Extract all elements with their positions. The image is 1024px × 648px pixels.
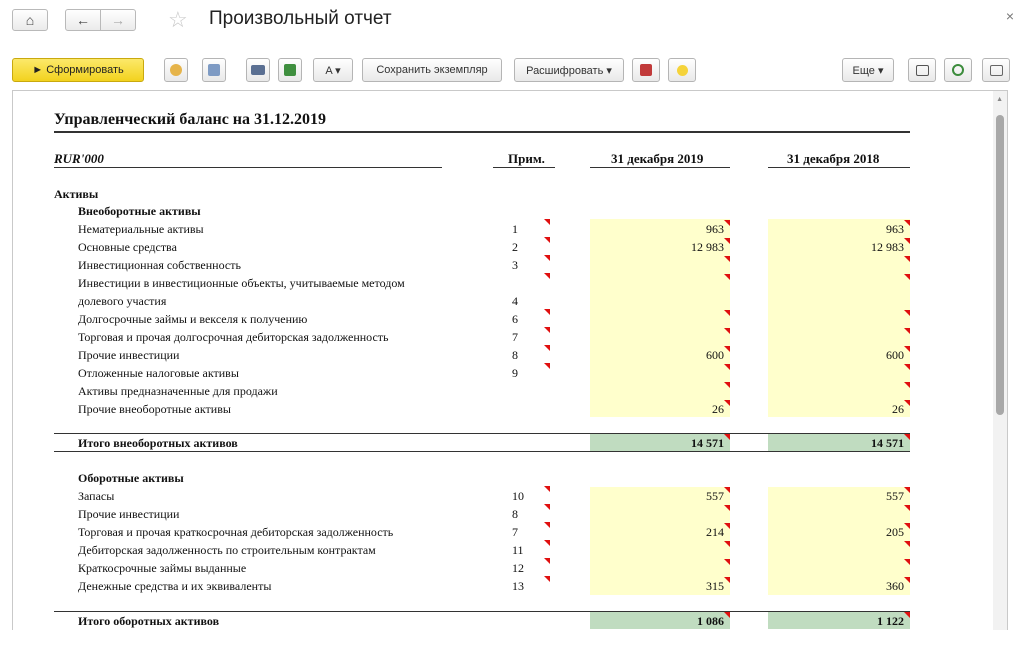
- year-2018-underline: [768, 167, 910, 168]
- note-flag-icon: [544, 558, 550, 564]
- favorite-star-icon[interactable]: ☆: [168, 7, 188, 32]
- details-button[interactable]: [982, 58, 1010, 82]
- current-row-2018[interactable]: 205: [886, 525, 904, 539]
- note-column-header: Прим.: [508, 151, 545, 166]
- cell-flag-icon: [724, 328, 730, 334]
- current-total-2019[interactable]: 1 086: [697, 614, 724, 628]
- note-flag-icon: [544, 237, 550, 243]
- currency-underline: [54, 167, 442, 168]
- title-divider: [54, 131, 910, 133]
- gear-settings-icon: [170, 64, 182, 76]
- cell-flag-icon: [904, 523, 910, 529]
- hint-button[interactable]: [668, 58, 696, 82]
- noncurrent-row-note: 1: [512, 222, 518, 236]
- note-flag-icon: [544, 363, 550, 369]
- current-row-note: 13: [512, 579, 524, 593]
- current-row-note: 8: [512, 507, 518, 521]
- noncurrent-row-2019[interactable]: 963: [706, 222, 724, 236]
- noncurrent-row-label: Долгосрочные займы и векселя к получению: [78, 312, 308, 326]
- variant-settings-button[interactable]: [202, 58, 226, 82]
- cell-flag-icon: [904, 310, 910, 316]
- scrollbar-thumb[interactable]: [996, 115, 1004, 415]
- current-row-label: Прочие инвестиции: [78, 507, 180, 521]
- window-layout-icon: [916, 65, 929, 76]
- noncurrent-row-label: долевого участия: [78, 294, 167, 308]
- cell-flag-icon: [904, 400, 910, 406]
- cell-flag-icon: [904, 238, 910, 244]
- cell-flag-icon: [724, 487, 730, 493]
- noncurrent-row-label: Прочие инвестиции: [78, 348, 180, 362]
- note-flag-icon: [544, 309, 550, 315]
- note-flag-icon: [544, 486, 550, 492]
- noncurrent-row-2018[interactable]: 26: [892, 402, 904, 416]
- noncurrent-row-label: Инвестиции в инвестиционные объекты, учитываемые методом: [78, 276, 405, 290]
- back-arrow-icon: ←: [76, 12, 90, 28]
- cell-flag-icon: [904, 364, 910, 370]
- forward-arrow-icon: →: [111, 12, 125, 28]
- cell-flag-icon: [904, 256, 910, 262]
- scroll-up-icon[interactable]: ▲: [996, 95, 1003, 103]
- current-row-2018[interactable]: 360: [886, 579, 904, 593]
- current-total-2019-flag-icon: [724, 612, 730, 618]
- decode-dropdown[interactable]: Расшифровать ▾: [514, 58, 624, 82]
- cell-flag-icon: [724, 505, 730, 511]
- current-row-2018[interactable]: 557: [886, 489, 904, 503]
- refresh-icon: [952, 64, 964, 76]
- noncurrent-row-label: Активы предназначенные для продажи: [78, 384, 278, 398]
- cell-flag-icon: [724, 238, 730, 244]
- noncurrent-row-label: Прочие внеоборотные активы: [78, 402, 231, 416]
- note-flag-icon: [544, 504, 550, 510]
- report-toolbar: [0, 58, 1024, 84]
- noncurrent-row-label: Основные средства: [78, 240, 177, 254]
- refresh-button[interactable]: [944, 58, 972, 82]
- spreadsheet-button[interactable]: [632, 58, 660, 82]
- cell-flag-icon: [724, 364, 730, 370]
- more-dropdown[interactable]: Еще ▾: [842, 58, 894, 82]
- current-row-label: Торговая и прочая краткосрочная дебиторская задолженность: [78, 525, 394, 539]
- current-row-label: Запасы: [78, 489, 115, 503]
- vertical-scrollbar[interactable]: [993, 91, 1007, 630]
- noncurrent-row-note: 4: [512, 294, 518, 308]
- total-2019-flag-icon: [724, 434, 730, 440]
- noncurrent-row-note: 6: [512, 312, 518, 326]
- section-assets: Активы: [54, 187, 99, 201]
- home-icon: ⌂: [25, 12, 35, 28]
- cell-flag-icon: [904, 328, 910, 334]
- note-flag-icon: [544, 327, 550, 333]
- current-row-note: 10: [512, 489, 524, 503]
- home-button[interactable]: [12, 9, 48, 31]
- current-row-2019[interactable]: 315: [706, 579, 724, 593]
- note-underline: [493, 167, 555, 168]
- year-2019-underline: [590, 167, 730, 168]
- cell-flag-icon: [724, 274, 730, 280]
- noncurrent-row-note: 8: [512, 348, 518, 362]
- note-flag-icon: [544, 219, 550, 225]
- noncurrent-row-note: 7: [512, 330, 518, 344]
- print-button[interactable]: [246, 58, 270, 82]
- noncurrent-row-label: Нематериальные активы: [78, 222, 204, 236]
- current-row-2019[interactable]: 214: [706, 525, 724, 539]
- save-file-button[interactable]: [278, 58, 302, 82]
- noncurrent-total-label: Итого внеоборотных активов: [78, 436, 238, 450]
- current-total-2018[interactable]: 1 122: [877, 614, 904, 628]
- noncurrent-row-2018[interactable]: 600: [886, 348, 904, 362]
- list-details-icon: [990, 65, 1003, 76]
- cell-flag-icon: [724, 220, 730, 226]
- gear-variant-icon: [208, 64, 220, 76]
- close-icon[interactable]: ×: [1005, 8, 1014, 24]
- lightbulb-icon: [677, 65, 688, 76]
- note-flag-icon: [544, 540, 550, 546]
- cell-flag-icon: [724, 541, 730, 547]
- cell-flag-icon: [724, 523, 730, 529]
- noncurrent-row-2018[interactable]: 12 983: [871, 240, 904, 254]
- settings-button[interactable]: [164, 58, 188, 82]
- noncurrent-row-label: Торговая и прочая долгосрочная дебиторская задолженность: [78, 330, 389, 344]
- report-title: Управленческий баланс на 31.12.2019: [54, 111, 327, 128]
- noncurrent-row-2019[interactable]: 26: [712, 402, 724, 416]
- cell-flag-icon: [904, 541, 910, 547]
- current-row-note: 7: [512, 525, 518, 539]
- noncurrent-row-note: 2: [512, 240, 518, 254]
- cell-flag-icon: [904, 220, 910, 226]
- save-disk-icon: [284, 64, 296, 76]
- note-flag-icon: [544, 576, 550, 582]
- note-flag-icon: [544, 255, 550, 261]
- noncurrent-total-2019[interactable]: 14 571: [691, 436, 724, 450]
- total-2018-flag-icon: [904, 434, 910, 440]
- back-button[interactable]: [65, 9, 101, 31]
- current-row-2019[interactable]: 557: [706, 489, 724, 503]
- cell-flag-icon: [724, 310, 730, 316]
- generate-button[interactable]: ► Сформировать: [12, 58, 144, 82]
- current-row-label: Краткосрочные займы выданные: [78, 561, 247, 575]
- layout-button[interactable]: [908, 58, 936, 82]
- currency-header: RUR'000: [54, 151, 104, 166]
- cell-flag-icon: [724, 559, 730, 565]
- cell-flag-icon: [904, 346, 910, 352]
- note-flag-icon: [544, 345, 550, 351]
- cell-flag-icon: [724, 400, 730, 406]
- noncurrent-row-note: 3: [512, 258, 518, 272]
- report-document[interactable]: [12, 90, 1008, 630]
- current-row-note: 12: [512, 561, 524, 575]
- current-row-label: Дебиторская задолженность по строительным контрактам: [78, 543, 376, 557]
- window-title: Произвольный отчет: [209, 8, 392, 29]
- note-flag-icon: [544, 522, 550, 528]
- cell-flag-icon: [904, 274, 910, 280]
- year-2018-header: 31 декабря 2018: [787, 151, 880, 166]
- noncurrent-total-bottom-line: [54, 451, 910, 452]
- printer-icon: [251, 65, 265, 75]
- cell-flag-icon: [904, 487, 910, 493]
- font-size-dropdown[interactable]: A ▾: [313, 58, 353, 82]
- current-total-2018-flag-icon: [904, 612, 910, 618]
- noncurrent-heading: Внеоборотные активы: [78, 204, 201, 218]
- current-heading: Оборотные активы: [78, 471, 184, 485]
- noncurrent-row-2018[interactable]: 963: [886, 222, 904, 236]
- spreadsheet-icon: [640, 64, 652, 76]
- cell-flag-icon: [904, 382, 910, 388]
- cell-flag-icon: [904, 577, 910, 583]
- window-titlebar: [0, 0, 1024, 44]
- forward-button[interactable]: [100, 9, 136, 31]
- noncurrent-row-2019[interactable]: 12 983: [691, 240, 724, 254]
- save-copy-button[interactable]: Сохранить экземпляр: [362, 58, 502, 82]
- noncurrent-row-label: Инвестиционная собственность: [78, 258, 241, 272]
- cell-flag-icon: [904, 505, 910, 511]
- cell-flag-icon: [724, 346, 730, 352]
- noncurrent-row-note: 9: [512, 366, 518, 380]
- current-row-note: 11: [512, 543, 524, 557]
- noncurrent-row-2019[interactable]: 600: [706, 348, 724, 362]
- noncurrent-total-2018[interactable]: 14 571: [871, 436, 904, 450]
- cell-flag-icon: [904, 559, 910, 565]
- note-flag-icon: [544, 273, 550, 279]
- cell-flag-icon: [724, 256, 730, 262]
- year-2019-header: 31 декабря 2019: [611, 151, 704, 166]
- cell-flag-icon: [724, 382, 730, 388]
- noncurrent-row-label: Отложенные налоговые активы: [78, 366, 239, 380]
- current-row-label: Денежные средства и их эквиваленты: [78, 579, 272, 593]
- cell-flag-icon: [724, 577, 730, 583]
- current-total-label: Итого оборотных активов: [78, 614, 220, 628]
